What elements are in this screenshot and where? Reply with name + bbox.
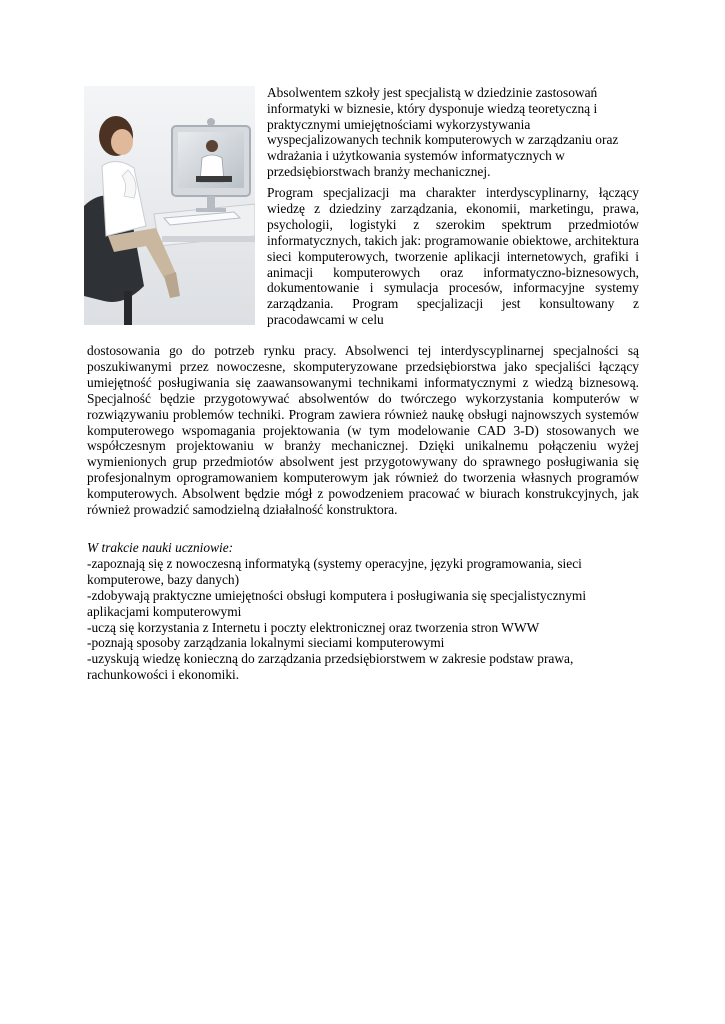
office-photo-illustration bbox=[84, 86, 255, 325]
office-photo bbox=[84, 86, 255, 325]
list-item: -zdobywają praktyczne umiejętności obsługi komputera i posługiwania się specjalistycznymi aplikacjami komputerowymi bbox=[87, 587, 587, 619]
list-item: -poznają sposoby zarządzania lokalnymi sieciami komputerowymi bbox=[87, 635, 445, 651]
learning-heading: W trakcie nauki uczniowie: bbox=[87, 540, 234, 555]
program-paragraph-part2: dostosowania go do potrzeb rynku pracy. Absolwenci tej interdyscyplinarnej specjalności są poszukiwanymi przez nowoczesne, skomputeryzowane przedsiębiorstwa jako specjaliści łączący umiejętność posługiwania się zaawansowanymi technikami informatycznymi z wiedzą biznesową. Specjalność będzie przygotowywać absolwentów do twórczego wykorzystania komputerów w rozwiązywaniu problemów techniki. Program zawiera również naukę obsługi najnowszych systemów komputerowego wspomagania projektowania (w tym modelowanie CAD 3-D) stosowanych we współczesnym projektowaniu w branży mechanicznej. Dzięki unikalnemu połączeniu wyżej wymienionych grup przedmiotów absolwent jest przygotowywany do sprawnego posługiwania się profesjonalnym oprogramowaniem komputerowym jak również do tworzenia własnych programów komputerowych. Absolwent będzie mógł z powodzeniem pracować w biurach konstrukcyjnych, jak również prowadzić samodzielną działalność konstruktora. bbox=[87, 343, 639, 518]
learning-section bbox=[87, 540, 647, 683]
program-paragraph-part1: Program specjalizacji ma charakter interdyscyplinarny, łączący wiedzę z dziedziny zarządzania, ekonomii, marketingu, prawa, psychologii, logistyki z szerokim spektrum przedmiotów informatycznych, takich jak: programowanie obiektowe, architektura sieci komputerowych, tworzenie aplikacji internetowych, grafiki i animacji komputerowych oraz informatyczno-biznesowych, dokumentowanie i symulacja procesów, informacyjne systemy zarządzania. Program specjalizacji jest konsultowany z pracodawcami w celu bbox=[267, 185, 639, 328]
list-item: -uczą się korzystania z Internetu i poczty elektronicznej oraz tworzenia stron WWW bbox=[87, 619, 540, 635]
list-item: -uzyskują wiedzę konieczną do zarządzania przedsiębiorstwem w zakresie podstaw prawa, rachunkowości i ekonomiki. bbox=[87, 651, 574, 683]
intro-paragraph: Absolwentem szkoły jest specjalistą w dziedzinie zastosowań informatyki w biznesie, który dysponuje wiedzą teoretyczną i praktycznymi umiejętnościami wykorzystywania wyspecjalizowanych technik komputerowych w zarządzaniu oraz wdrażania i użytkowania systemów informatycznych w przedsiębiorstwach branży mechanicznej. bbox=[267, 85, 619, 179]
list-item: -zapoznają się z nowoczesną informatyką (systemy operacyjne, języki programowania, sieci komputerowe, bazy danych) bbox=[87, 555, 582, 587]
